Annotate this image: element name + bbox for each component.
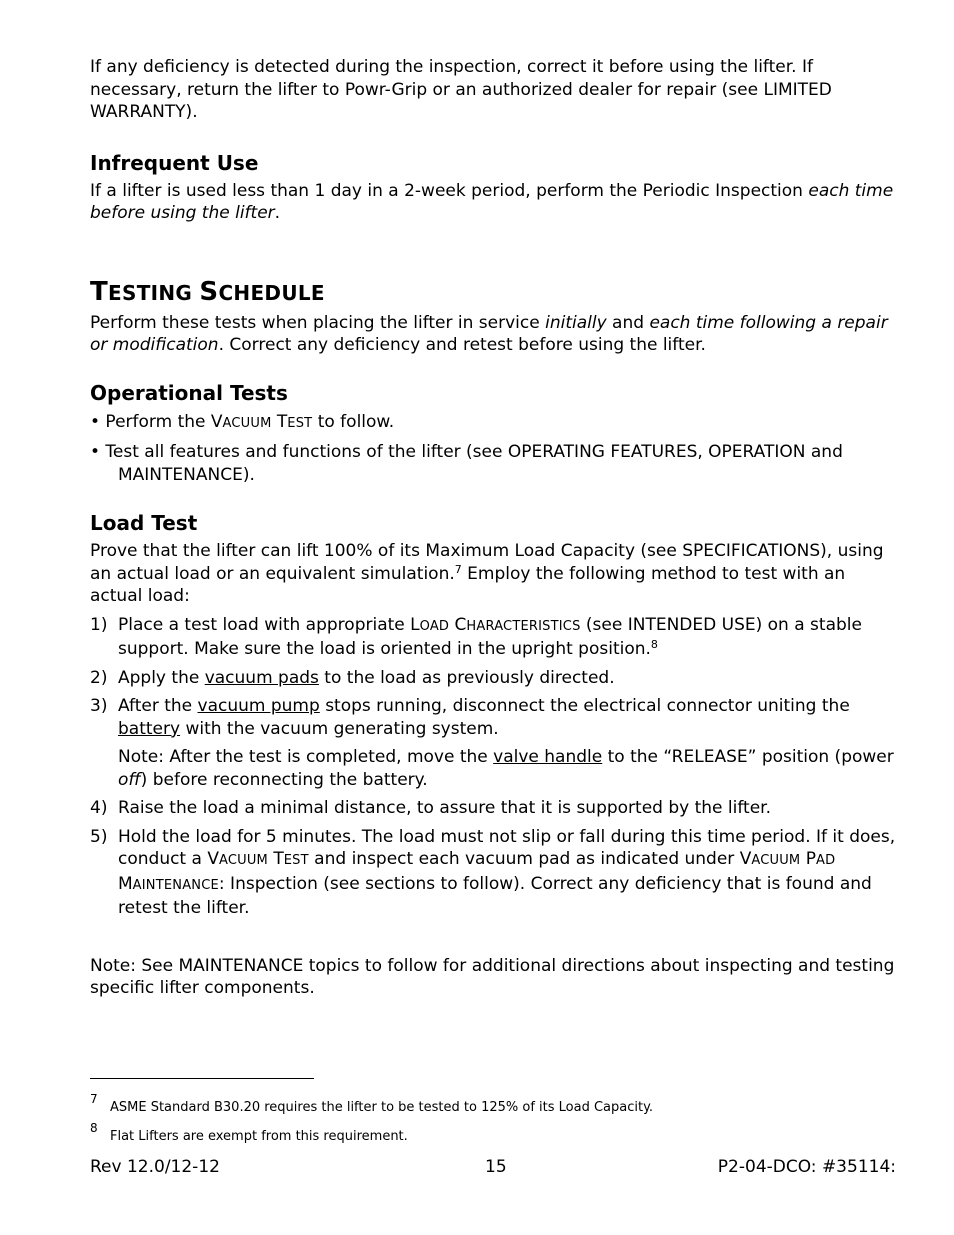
load-test-heading: Load Test [90, 511, 198, 535]
footnote-ref-8: 8 [650, 638, 658, 651]
load-step-3: 3) After the vacuum pump stops running, disconnect the electrical connector uniting the battery with the vacuum generating system. [90, 696, 850, 739]
load-step-3-note: Note: After the test is completed, move the valve handle to the “RELEASE” position (power off) before reconnecting the battery. [118, 747, 894, 790]
operational-tests-heading: Operational Tests [90, 380, 288, 405]
testing-schedule-paragraph: Perform these tests when placing the lifter in service initially and each time following a repair or modification. Correct any deficiency and retest before using the lifter. [90, 312, 888, 355]
load-step-1: 1) Place a test load with appropriate LOAD CHARACTERISTICS (see INTENDED USE) on a stable support. Make sure the load is oriented in the upright position.$^8$ [90, 614, 862, 659]
load-step-4: 4) Raise the load a minimal distance, to assure that it is supported by the lifter. [90, 798, 772, 818]
page-footer [90, 1157, 896, 1181]
testing-schedule-title: TESTING SCHEDULE [90, 276, 325, 307]
vacuum-pump-link[interactable]: vacuum pump [197, 696, 320, 716]
battery-link[interactable]: battery [118, 718, 181, 739]
revision-label: Rev 12.0/12-12 [90, 1157, 220, 1177]
valve-handle-link[interactable]: valve handle [493, 747, 603, 767]
final-note: Note: See MAINTENANCE topics to follow for additional directions about inspecting and testing specific lifter components. [90, 955, 895, 998]
document-code: P2-04-DCO: #35114: [717, 1157, 896, 1177]
intro-paragraph: If any deficiency is detected during the inspection, correct it before using the lifter. If necessary, return the lifter to Powr-Grip or an authorized dealer for repair (see LIMITED WARRANTY). [90, 57, 832, 122]
operational-bullet-features: • Test all features and functions of the lifter (see OPERATING FEATURES, OPERATION and MAINTENANCE). [90, 442, 843, 485]
load-step-2: 2) Apply the vacuum pads to the load as previously directed. [90, 667, 615, 688]
document-body [90, 56, 900, 1000]
load-step-5: 5) Hold the load for 5 minutes. The load must not slip or fall during this time period. If it does, conduct a VACUUM TEST and inspect each vacuum pad as indicated under VACUUM PAD MAINTENANCE: Inspection (see sections to follow). Correct any deficiency that is found and retest the lifter. [90, 826, 896, 918]
vacuum-pads-link[interactable]: vacuum pads [204, 667, 319, 688]
infrequent-use-paragraph: If a lifter is used less than 1 day in a 2-week period, perform the Periodic Inspection each time before using the lifter. [90, 180, 894, 223]
operational-bullet-vacuum-test: • Perform the VACUUM TEST to follow. [90, 411, 395, 432]
footnote-divider [90, 1078, 314, 1079]
load-test-intro: Prove that the lifter can lift 100% of its Maximum Load Capacity (see SPECIFICATIONS), using an actual load or an equivalent simulation.$^7$ Employ the following method to test with an actual load: [90, 541, 884, 606]
infrequent-use-heading: Infrequent Use [90, 150, 259, 175]
footnote-7: 7 ASME Standard B30.20 requires the lifter to be tested to 125% of its Load Capacity. [90, 1092, 654, 1115]
page-number: 15 [485, 1157, 507, 1177]
footnote-8: 8 Flat Lifters are exempt from this requirement. [90, 1121, 408, 1144]
footnote-ref-7: 7 [454, 562, 462, 576]
